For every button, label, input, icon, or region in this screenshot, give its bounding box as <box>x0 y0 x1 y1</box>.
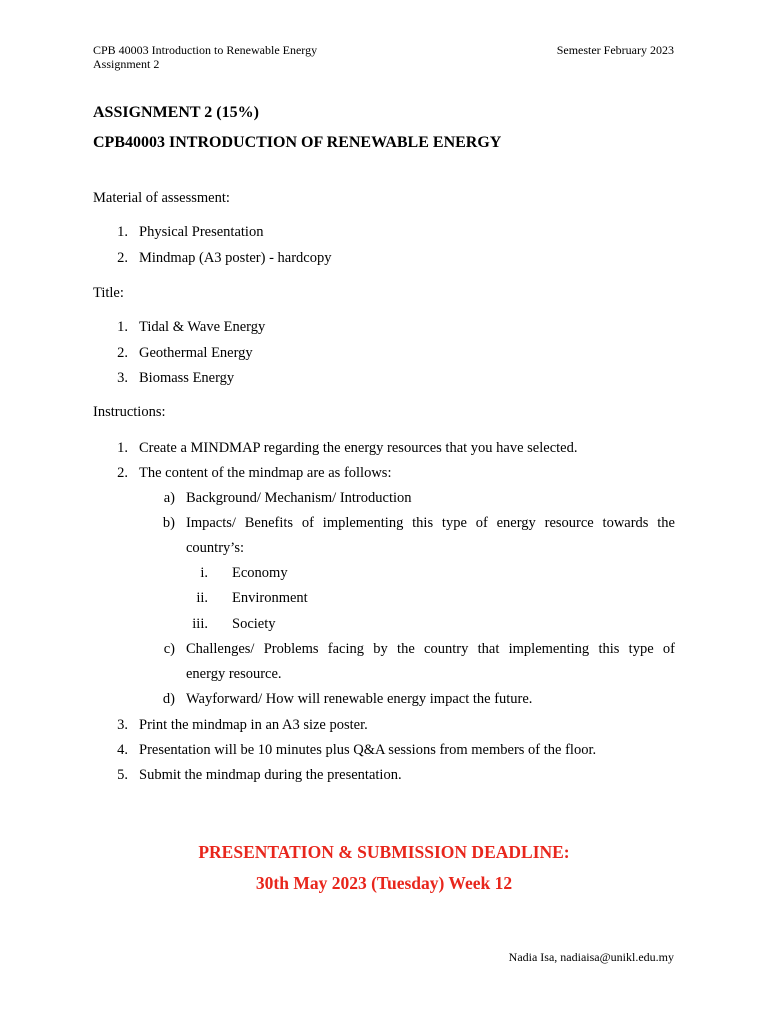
list-item: The content of the mindmap are as follows: <box>139 465 392 481</box>
sub-item-continuation: country’s: <box>186 540 244 556</box>
sub-letter: c) <box>163 641 175 657</box>
title-heading: Title: <box>93 285 124 301</box>
list-item: Geothermal Energy <box>139 345 253 361</box>
sub-letter: a) <box>163 490 175 506</box>
deadline-date: 30th May 2023 (Tuesday) Week 12 <box>255 873 513 893</box>
list-number: 1. <box>117 224 128 240</box>
list-number: 3. <box>117 717 128 733</box>
header-semester: Semester February 2023 <box>556 43 674 57</box>
list-number: 5. <box>117 767 128 783</box>
list-item: Physical Presentation <box>139 224 264 240</box>
list-number: 2. <box>117 345 128 361</box>
sub-letter: d) <box>162 691 175 707</box>
header-course: CPB 40003 Introduction to Renewable Energy <box>93 43 318 57</box>
page-title: ASSIGNMENT 2 (15%) <box>93 104 259 121</box>
list-item: Print the mindmap in an A3 size poster. <box>139 717 368 733</box>
list-number: 1. <box>117 440 128 456</box>
roman-item: Society <box>232 616 276 632</box>
roman-number: iii. <box>192 616 208 632</box>
list-item: Create a MINDMAP regarding the energy resources that you have selected. <box>139 440 578 456</box>
list-item: Tidal & Wave Energy <box>139 319 266 335</box>
sub-item: Impacts/ Benefits of implementing this type of energy resource towards the <box>186 515 675 531</box>
roman-number: i. <box>200 565 208 581</box>
list-number: 4. <box>117 742 128 758</box>
sub-letter: b) <box>162 515 175 531</box>
sub-item-continuation: energy resource. <box>186 666 282 682</box>
header-assignment: Assignment 2 <box>93 57 160 71</box>
sub-item: Background/ Mechanism/ Introduction <box>186 490 412 506</box>
material-heading: Material of assessment: <box>93 190 230 206</box>
roman-item: Economy <box>232 565 288 581</box>
sub-item: Wayforward/ How will renewable energy impact the future. <box>186 691 533 707</box>
deadline-heading: PRESENTATION & SUBMISSION DEADLINE: <box>198 842 570 862</box>
list-number: 2. <box>117 250 128 266</box>
instructions-heading: Instructions: <box>93 404 166 420</box>
footer-contact: Nadia Isa, nadiaisa@unikl.edu.my <box>508 950 674 964</box>
roman-item: Environment <box>232 590 308 606</box>
list-item: Biomass Energy <box>139 370 235 386</box>
list-item: Mindmap (A3 poster) - hardcopy <box>139 250 332 266</box>
roman-number: ii. <box>196 590 208 606</box>
list-number: 1. <box>117 319 128 335</box>
list-number: 3. <box>117 370 128 386</box>
list-item: Presentation will be 10 minutes plus Q&A sessions from members of the floor. <box>139 742 597 758</box>
list-number: 2. <box>117 465 128 481</box>
page-subtitle: CPB40003 INTRODUCTION OF RENEWABLE ENERGY <box>93 134 502 151</box>
sub-item: Challenges/ Problems facing by the country that implementing this type of <box>186 641 675 657</box>
list-item: Submit the mindmap during the presentation. <box>139 767 402 783</box>
